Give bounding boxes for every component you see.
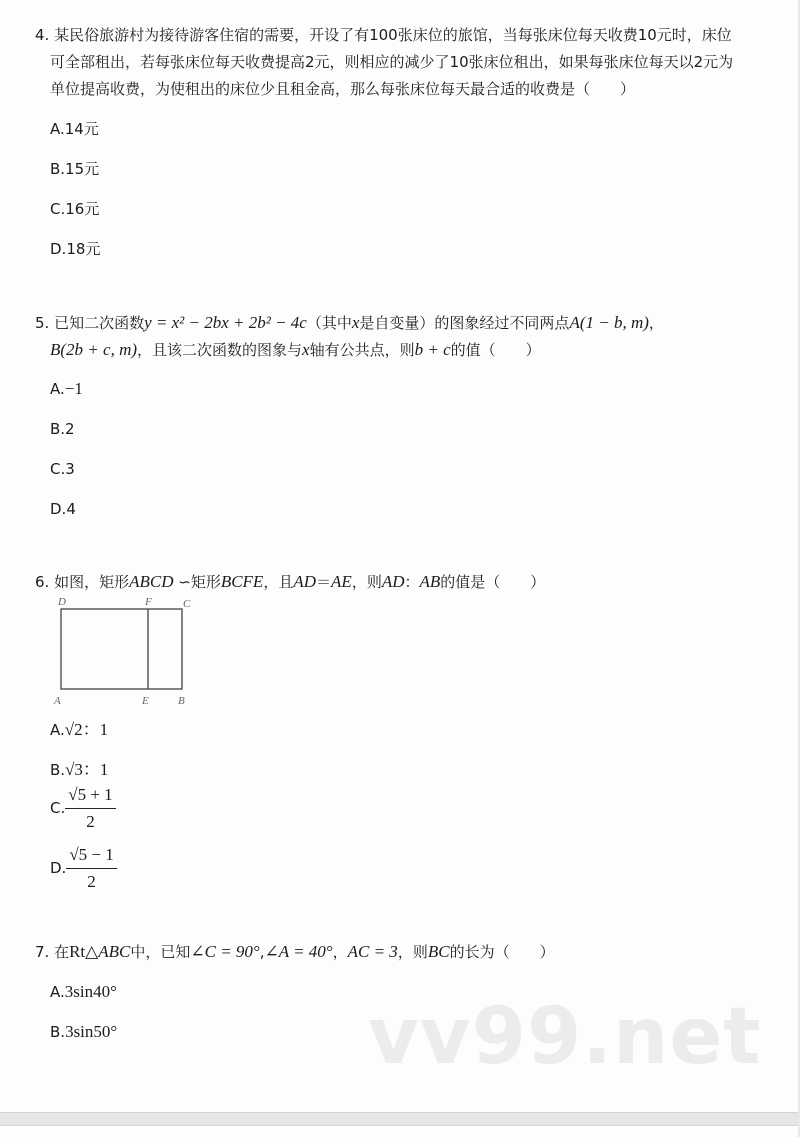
question-4-option-b[interactable] [50,158,99,180]
text-segment: 6. 如图，矩形 [35,573,130,591]
text-segment: C.3 [50,460,75,478]
text-segment: D.18元 [50,240,101,258]
math-expression: AD [381,572,405,591]
question-5-option-b[interactable] [50,418,75,440]
rectangle-abcd [61,609,182,689]
text-segment: A.14元 [50,120,99,138]
question-6-option-b[interactable] [50,759,108,781]
text-segment: 单位提高收费，为使租出的床位少且租金高，那么每张床位每天最合适的收费是（ ） [50,80,636,98]
math-expression: 3sin50° [65,1022,118,1041]
label-b: B [178,695,185,707]
text-segment: , [259,943,265,961]
math-expression: AB [419,572,441,591]
text-segment: D.4 [50,500,76,518]
page-separator [0,1112,800,1126]
text-segment: 的值是（ ） [440,573,546,591]
label-a: A [54,695,61,707]
text-segment: 4. 某民俗旅游村为接待游客住宿的需要，开设了有100张床位的旅馆，当每张床位每天收费10元时，床位 [35,26,732,44]
math-expression: A(1 − b, m) [569,313,649,332]
text-segment: 轴有公共点，则 [309,341,415,359]
math-expression: −1 [64,379,83,398]
text-segment: D. [50,859,67,877]
question-6-stem-line [35,571,545,593]
question-7-stem-line [35,941,555,963]
fraction [65,784,115,833]
numerator: √5 + 1 [65,784,115,809]
math-expression: ABCD [129,572,174,591]
question-4-option-d[interactable] [50,238,100,260]
math-expression: AE [331,572,352,591]
question-7-option-a[interactable] [50,981,117,1003]
math-expression: B(2b + c, m) [50,340,138,359]
text-segment: A. [50,721,65,739]
math-expression: √3：1 [65,760,109,779]
text-segment: B.15元 [50,160,100,178]
text-segment: ： [404,573,420,591]
text-segment: ，且 [263,573,294,591]
question-5-option-c[interactable] [50,458,75,480]
question-5-stem-line [35,312,664,334]
math-expression: Rt△ [69,942,99,961]
math-expression: ∠A = 40° [264,942,333,961]
text-segment: 7. 在 [35,943,70,961]
label-e: E [142,695,149,707]
question-5-option-a[interactable] [50,378,83,400]
math-expression: BCFE [220,572,264,591]
text-segment: A. [50,380,65,398]
math-expression: 3sin40° [64,982,117,1001]
text-segment: 可全部租出，若每张床位每天收费提高2元，则相应的减少了10张床位租出，如果每张床位每天以2元为 [50,53,734,71]
math-expression: AC = 3 [347,942,398,961]
question-4-stem-line [35,24,732,46]
denominator: 2 [87,872,96,891]
text-segment: 是自变量）的图象经过不同两点 [359,314,570,332]
rectangle-figure [50,594,200,709]
question-4-stem-line [50,51,733,73]
text-segment: ，则 [397,943,428,961]
math-expression: AD [293,572,317,591]
text-segment: 5. 已知二次函数 [35,314,145,332]
text-segment: A. [50,983,65,1001]
watermark: vv99.net [368,992,762,1082]
question-6-option-a[interactable] [50,719,108,741]
text-segment: ∽矩形 [173,573,221,591]
math-expression: √2：1 [64,720,109,739]
text-segment: B. [50,761,66,779]
math-expression: BC [427,942,450,961]
text-segment: （其中 [306,314,352,332]
text-segment: ＝ [316,573,332,591]
math-expression: x [302,340,310,359]
label-f: F [145,596,152,608]
numerator: √5 − 1 [66,844,116,869]
label-c: C [183,598,191,610]
math-expression: ∠C = 90° [190,942,260,961]
text-segment: ，则 [351,573,382,591]
question-7-option-b[interactable] [50,1021,117,1043]
text-segment: C. [50,799,66,817]
question-5-stem-line [50,339,541,361]
question-5-option-d[interactable] [50,498,76,520]
text-segment: ，且该二次函数的图象与 [137,341,303,359]
fraction [66,844,116,893]
math-expression: b + c [414,340,451,359]
text-segment: ， [648,314,664,332]
text-segment: 的值（ ） [450,341,541,359]
question-6-option-d[interactable] [50,844,117,893]
text-segment: ， [332,943,348,961]
math-expression: x [351,313,360,332]
question-4-option-c[interactable] [50,198,99,220]
question-4-stem-line [50,78,635,100]
denominator: 2 [86,812,95,831]
math-expression: y = x² − 2bx + 2b² − 4c [144,313,307,332]
question-4-option-a[interactable] [50,118,99,140]
text-segment: B.2 [50,420,75,438]
text-segment: C.16元 [50,200,100,218]
label-d: D [58,596,66,608]
text-segment: 中，已知 [130,943,191,961]
question-6-option-c[interactable] [50,784,116,833]
text-segment: 的长为（ ） [449,943,555,961]
text-segment: B. [50,1023,66,1041]
math-expression: ABC [98,942,131,961]
